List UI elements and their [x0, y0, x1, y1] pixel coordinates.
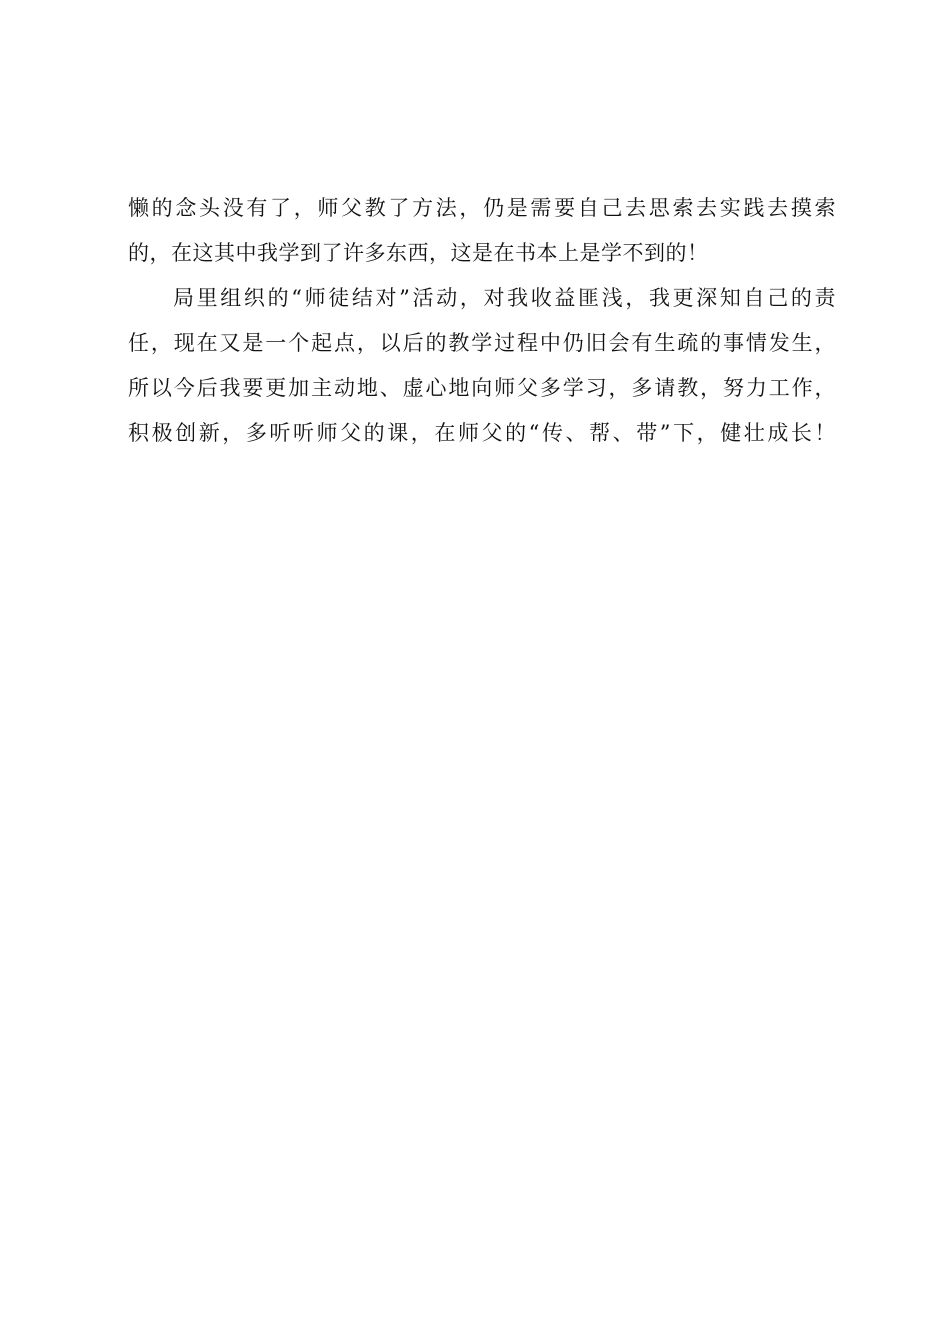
text-line: 局里组织的“师徒结对”活动，对我收益匪浅，我更深知自己的责 — [173, 286, 836, 310]
paragraph — [128, 276, 836, 456]
paragraph-continuation — [128, 186, 836, 276]
text-line: 积极创新，多听听师父的课，在师父的“传、帮、带”下，健壮成长！ — [128, 421, 836, 445]
text-line: 的，在这其中我学到了许多东西，这是在书本上是学不到的！ — [128, 241, 709, 265]
text-line: 任，现在又是一个起点，以后的教学过程中仍旧会有生疏的事情发生， — [128, 331, 836, 355]
text-line: 懒的念头没有了，师父教了方法，仍是需要自己去思索去实践去摸索 — [128, 196, 836, 220]
document-body — [128, 186, 836, 456]
text-line: 所以今后我要更加主动地、虚心地向师父多学习，多请教，努力工作， — [128, 376, 836, 400]
